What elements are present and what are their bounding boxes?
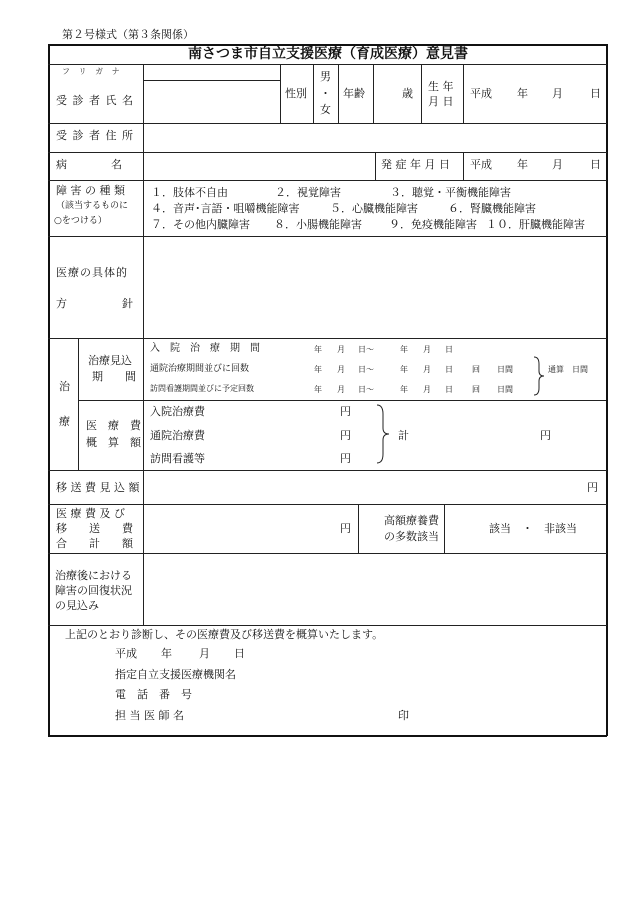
furigana-label: フ リ ガ ナ bbox=[62, 67, 123, 76]
applicable-select[interactable]: 該当 ・ 非該当 bbox=[489, 522, 577, 535]
birth-label-1: 生 年 bbox=[428, 80, 454, 93]
name-field[interactable] bbox=[145, 82, 278, 120]
recovery-label-2: 障害の回復状況 bbox=[55, 584, 132, 597]
disability-item[interactable]: ４．音声･言語・咀嚼機能障害 bbox=[151, 202, 300, 215]
period-label-2: 期 間 bbox=[92, 370, 136, 383]
cost-sum-label: 計 bbox=[398, 429, 409, 442]
institution-label: 指定自立支援医療機関名 bbox=[115, 668, 236, 681]
disability-item[interactable]: ６．腎臓機能障害 bbox=[448, 202, 536, 215]
age-label: 年齢 bbox=[343, 87, 365, 100]
period-row-outpatient: 通院治療期間並びに回数 bbox=[150, 364, 250, 374]
cost-outpatient-label: 通院治療費 bbox=[150, 429, 205, 442]
phone-label: 電 話 番 号 bbox=[115, 688, 192, 701]
doctor-label: 担 当 医 師 名 bbox=[115, 709, 184, 722]
seal-mark: 印 bbox=[398, 709, 409, 722]
transport-label: 移 送 費 見 込 額 bbox=[56, 481, 140, 494]
form-title: 南さつま市自立支援医療（育成医療）意見書 bbox=[188, 46, 468, 62]
high-cost-label-2: の多数該当 bbox=[384, 530, 439, 543]
form-number: 第２号様式（第３条関係） bbox=[62, 28, 194, 41]
policy-label-2: 方 針 bbox=[56, 297, 133, 310]
recovery-label-1: 治療後における bbox=[55, 569, 132, 582]
total-cost-label-1: 医 療 費 及 び bbox=[56, 507, 125, 520]
name-label: 受 診 者 氏 名 bbox=[56, 94, 134, 107]
sex-male[interactable]: 男 bbox=[320, 70, 331, 83]
furigana-field[interactable] bbox=[145, 66, 278, 79]
disability-item[interactable]: ２．視覚障害 bbox=[275, 186, 341, 199]
disability-item[interactable]: ５．心臓機能障害 bbox=[330, 202, 418, 215]
total-days[interactable]: 通算 日間 bbox=[548, 365, 588, 374]
sex-label: 性別 bbox=[285, 87, 307, 100]
age-unit: 歳 bbox=[402, 87, 413, 100]
total-cost-label-3: 合 計 額 bbox=[56, 537, 133, 550]
treatment-label-1: 治 bbox=[59, 380, 70, 393]
right-brace-icon bbox=[533, 356, 545, 396]
cost-outpatient-yen[interactable]: 円 bbox=[340, 429, 351, 442]
disability-note-2: ○をつける） bbox=[54, 216, 107, 226]
cost-visiting-yen[interactable]: 円 bbox=[340, 452, 351, 465]
disability-item[interactable]: １．肢体不自由 bbox=[151, 186, 228, 199]
recovery-field[interactable] bbox=[145, 555, 604, 623]
period-row-inpatient: 入 院 治 療 期 間 bbox=[150, 343, 260, 354]
cost-visiting-label: 訪問看護等 bbox=[150, 452, 205, 465]
recovery-label-3: の見込み bbox=[55, 599, 99, 612]
total-cost-yen[interactable]: 円 bbox=[340, 522, 351, 535]
policy-label-1: 医療の具体的 bbox=[56, 266, 128, 279]
sex-separator: ・ bbox=[320, 87, 331, 100]
treatment-label-2: 療 bbox=[59, 415, 70, 428]
cost-sum-yen[interactable]: 円 bbox=[540, 429, 551, 442]
cost-inpatient-yen[interactable]: 円 bbox=[340, 405, 351, 418]
period-label-1: 治療見込 bbox=[88, 354, 132, 367]
total-cost-label-2: 移 送 費 bbox=[56, 522, 133, 535]
disability-item[interactable]: ９．免疫機能障害 bbox=[389, 218, 477, 231]
sex-female[interactable]: 女 bbox=[320, 103, 331, 116]
address-label: 受 診 者 住 所 bbox=[56, 129, 134, 142]
disease-field[interactable] bbox=[145, 154, 373, 178]
cost-inpatient-label: 入院治療費 bbox=[150, 405, 205, 418]
disability-note-1: （該当するものに bbox=[56, 201, 129, 211]
onset-label: 発 症 年 月 日 bbox=[381, 158, 450, 171]
address-field[interactable] bbox=[145, 125, 604, 151]
disease-label: 病 名 bbox=[56, 158, 122, 171]
cost-label-2: 概 算 額 bbox=[86, 436, 141, 449]
right-brace-icon bbox=[376, 404, 390, 464]
statement: 上記のとおり診断し、その医療費及び移送費を概算いたします。 bbox=[65, 628, 384, 641]
disability-label: 障 害 の 種 類 bbox=[56, 184, 125, 197]
cost-label-1: 医 療 費 bbox=[86, 419, 141, 432]
disability-item[interactable]: ７．その他内臓障害 bbox=[151, 218, 250, 231]
transport-yen[interactable]: 円 bbox=[587, 481, 598, 494]
disability-item[interactable]: ３．聴覚・平衡機能障害 bbox=[390, 186, 511, 199]
birth-label-2: 月 日 bbox=[428, 95, 454, 108]
disability-item[interactable]: ８．小腸機能障害 bbox=[274, 218, 362, 231]
disability-item[interactable]: １０．肝臓機能障害 bbox=[486, 218, 585, 231]
furigana-underline bbox=[143, 80, 280, 81]
period-row-visiting: 訪問看護期間並びに予定回数 bbox=[150, 384, 254, 393]
policy-field[interactable] bbox=[145, 238, 604, 336]
age-field[interactable] bbox=[375, 66, 401, 120]
high-cost-label-1: 高額療養費 bbox=[384, 514, 439, 527]
